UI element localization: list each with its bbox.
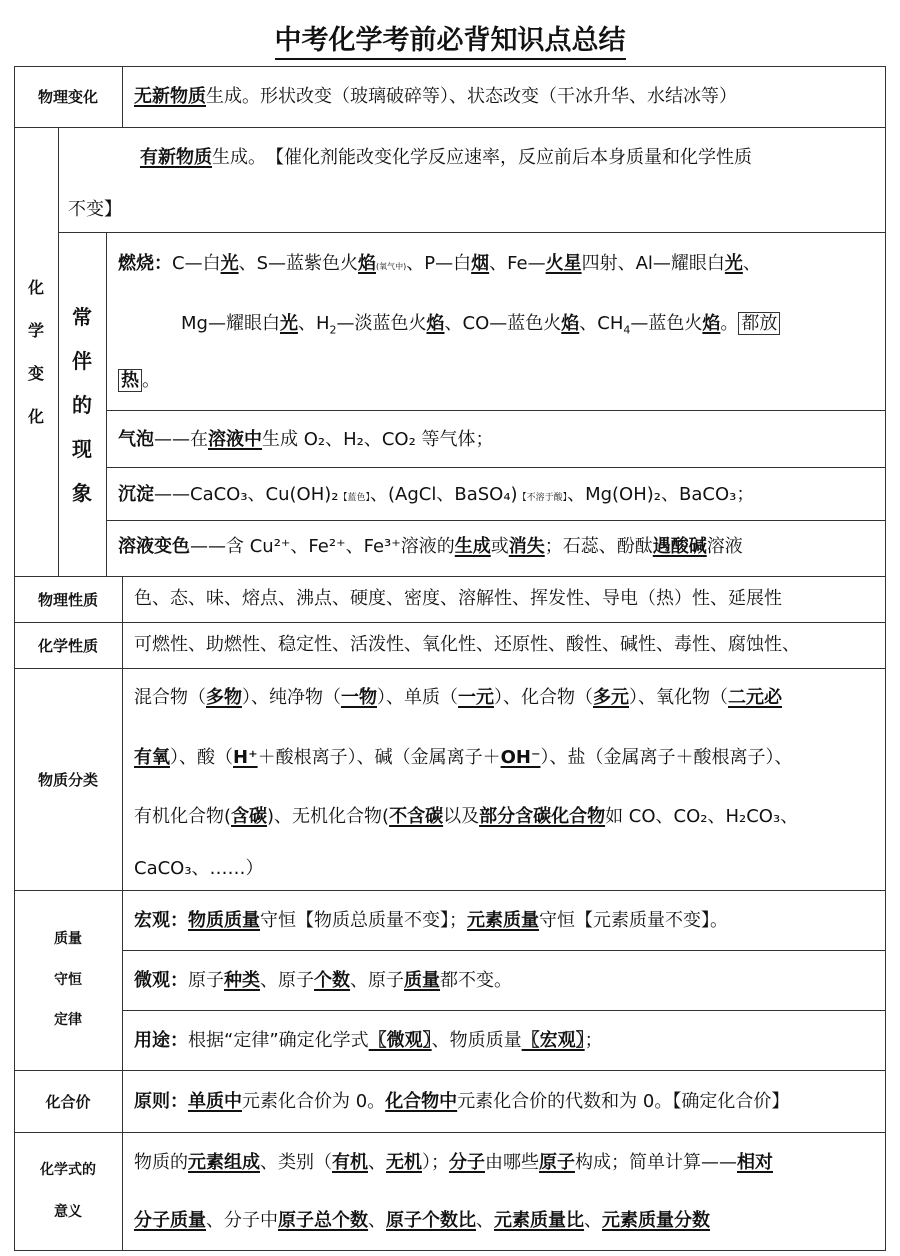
burning-line1: 燃烧：C—白光、S—蓝紫色火焰(氧气中)、P—白烟、Fe—火星四射、Al—耀眼白光、 [118, 253, 761, 274]
col-divider [122, 576, 123, 1251]
conservation-use: 用途：根据“定律”确定化学式〖微观〗、物质质量〖宏观〗； [134, 1030, 603, 1051]
color-change-line: 溶液变色——含 Cu²⁺、Fe²⁺、Fe³⁺溶液的生成或消失；石蕊、酚酞遇酸碱溶液 [118, 536, 743, 557]
physical-property-label: 物理性质 [37, 590, 98, 609]
row-divider [14, 576, 886, 577]
row-divider [58, 232, 886, 233]
row-divider [14, 622, 886, 623]
classification-line3: 有机化合物(含碳)、无机化合物(不含碳以及部分含碳化合物如 CO、CO₂、H₂CO₃、 [134, 806, 799, 827]
physical-change-label: 物理变化 [37, 88, 98, 106]
phenomena-label: 常 伴 的 现 象 [72, 304, 92, 505]
formula-line2: 分子质量、分子中原子总个数、原子个数比、元素质量比、元素质量分数 [134, 1210, 710, 1231]
page-title: 中考化学考前必背知识点总结 [0, 18, 900, 57]
chemical-property-text: 可燃性、助燃性、稳定性、活泼性、氧化性、还原性、酸性、碱性、毒性、腐蚀性、 [134, 634, 800, 655]
physical-change-text: 无新物质生成。形状改变（玻璃破碎等）、状态改变（干冰升华、水结冰等） [134, 86, 737, 107]
table-border [885, 66, 886, 1251]
chemical-property-label: 化学性质 [37, 636, 98, 655]
classification-line2: 有氧）、酸（H⁺＋酸根离子）、碱（金属离子＋OH⁻）、盐（金属离子＋酸根离子）、 [134, 747, 793, 768]
row-divider [106, 410, 886, 411]
table-border [14, 1250, 886, 1251]
formula-meaning-label: 化学式的 意义 [40, 1162, 96, 1220]
conservation-label: 质量 守恒 定律 [54, 931, 82, 1029]
row-divider [122, 950, 886, 951]
physical-property-text: 色、态、味、熔点、沸点、硬度、密度、溶解性、挥发性、导电（热）性、延展性 [134, 588, 782, 609]
burning-line3: 热 。 [118, 372, 160, 390]
row-divider [14, 668, 886, 669]
col-divider [106, 232, 107, 577]
row-divider [14, 890, 886, 891]
bubbles-line: 气泡——在溶液中生成 O₂、H₂、CO₂ 等气体； [118, 429, 494, 450]
valence-text: 原则：单质中元素化合价为 0。化合物中元素化合价的代数和为 0。【确定化合价】 [134, 1091, 790, 1112]
row-divider [122, 1010, 886, 1011]
conservation-micro: 微观：原子种类、原子个数、原子质量都不变。 [134, 970, 512, 991]
precipitate-line: 沉淀——CaCO₃、Cu(OH)₂【蓝色】、(AgCl、BaSO₄)【不溶于酸】、Mg(OH)₂、BaCO₃； [118, 484, 755, 505]
col-divider [122, 66, 123, 128]
row-divider [14, 1132, 886, 1133]
chemical-change-label: 化 学 变 化 [27, 277, 44, 427]
row-divider [14, 127, 886, 128]
classification-line1: 混合物（多物）、纯净物（一物）、单质（一元）、化合物（多元）、氧化物（二元必 [134, 687, 782, 708]
row-divider [106, 467, 886, 468]
row-divider [106, 520, 886, 521]
conservation-macro: 宏观：物质质量守恒【物质总质量不变】；元素质量守恒【元素质量不变】。 [134, 910, 728, 931]
classification-label: 物质分类 [37, 770, 98, 789]
formula-line1: 物质的元素组成、类别（有机、无机）；分子由哪些原子构成；简单计算——相对 [134, 1152, 773, 1173]
table-border [14, 66, 886, 67]
burning-line2: Mg—耀眼白光、$H_2—$淡蓝色火焰、CO—蓝色火焰、$CH_4—$蓝色火焰。 都放 [181, 315, 780, 336]
row-divider [14, 1070, 886, 1071]
chemical-change-line1: 有新物质生成。 【催化剂能改变化学反应速率，反应前后本身质量和化学性质 [140, 147, 752, 168]
valence-label: 化合价 [45, 1092, 91, 1111]
chemical-change-line2: 不变】 [68, 199, 122, 220]
classification-line4: CaCO₃、……） [134, 858, 264, 879]
